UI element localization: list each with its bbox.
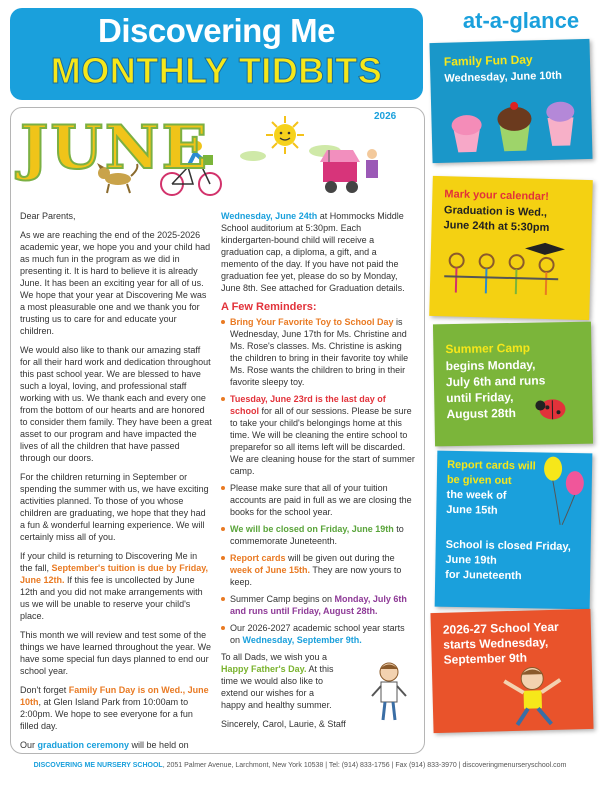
footer-address: , 2051 Palmer Avenue, Larchmont, New York 10538 <box>162 762 324 769</box>
card-heading: Summer Camp <box>445 340 531 357</box>
card-heading: 2026-27 School Year <box>442 619 559 637</box>
card-heading: Family Fun Day <box>443 52 533 69</box>
card-report-cards <box>435 451 593 610</box>
card-text: for Juneteenth <box>445 568 522 583</box>
letter-paragraph: We would also like to thank our amazing staff for all their hard work and dedication throughout this past school year. We are blessed to have such a loyal, loving, and professional staff working with us. We thank each and every one from the bottom of our hearts and are honored to consider them family. They have been a great asset to our program and have impacted the lives of all the children that have passed through our doors. <box>20 345 212 463</box>
newsletter-header <box>10 8 423 100</box>
balloons-icon <box>536 454 591 529</box>
card-school-year <box>430 609 593 733</box>
card-text: June 15th <box>446 503 498 517</box>
card-text: starts Wednesday, <box>443 635 549 652</box>
card-heading: be given out <box>446 473 512 487</box>
ice-cream-cart-icon <box>320 149 378 193</box>
header-subtitle: MONTHLY TIDBITS <box>50 50 383 91</box>
fun-day-paragraph: Don't forget Family Fun Day is on Wed., June 10th, at Glen Island Park from 10:00am to 2:00pm. We hope to see everyone for a fun filled day. <box>20 685 209 731</box>
letter-column-left <box>20 210 212 758</box>
card-text: September 9th <box>443 650 528 667</box>
list-item: Please make sure that all of your tuition accounts are paid in full as we are closing the books for the school year. <box>221 482 415 518</box>
card-text: Graduation is Wed., <box>443 204 548 219</box>
jumping-child-icon <box>496 664 568 730</box>
card-text: begins Monday, <box>445 357 536 374</box>
list-item: Our 2026-2027 academic school year starts on Wednesday, September 9th. <box>221 622 415 646</box>
at-a-glance-title: at-a-glance <box>462 8 580 33</box>
card-text: until Friday, <box>446 389 514 406</box>
card-text: School is closed Friday, <box>445 538 571 554</box>
graduation-paragraph-start: Our graduation ceremony will be held on <box>20 740 189 750</box>
letter-column-right <box>221 210 415 730</box>
year-label: 2026 <box>374 111 397 122</box>
signoff: Sincerely, Carol, Laurie, & Staff <box>221 719 346 729</box>
card-graduation <box>429 176 593 320</box>
ladybug-icon <box>532 392 573 423</box>
boy-icon <box>369 660 409 724</box>
footer: DISCOVERING ME NURSERY SCHOOL, 2051 Palmer Avenue, Larchmont, New York 10538 | Tel: (914) 833-1756 | Fax (914) 833-3970 | discoveringmenurseryschool.com <box>33 762 567 769</box>
card-family-fun-day <box>429 39 592 163</box>
month-heading: JUNE <box>20 113 210 183</box>
card-text: Wednesday, June 10th <box>444 69 563 85</box>
footer-fax: Fax (914) 833-3970 <box>395 762 457 769</box>
letter-paragraph: This month we will review and test some of the things we have learned throughout the year. We have some special fun days planned to end our school year. <box>20 630 211 676</box>
sun-icon <box>266 116 304 154</box>
header-title: Discovering Me <box>98 12 335 49</box>
footer-tel: Tel: (914) 833-1756 <box>328 762 390 769</box>
card-heading: Mark your calendar! <box>444 188 550 203</box>
list-item: Report cards will be given out during the week of June 15th. They are now yours to keep. <box>221 552 415 588</box>
list-item: We will be closed on Friday, June 19th to commemorate Juneteenth. <box>221 523 415 547</box>
card-text: July 6th and runs <box>445 373 546 390</box>
graduation-paragraph: Wednesday, June 24th at Hommocks Middle School auditorium at 5:30pm. Each kindergarten-bound child will receive a graduation cap, a diploma, a gift, and a memento of the day. If you have not paid the graduation fee yet, please do so by Monday, June 8th. See attached for Graduation details. <box>221 211 405 293</box>
footer-website: discoveringmenurseryschool.com <box>462 762 567 769</box>
card-text: August 28th <box>446 405 516 422</box>
footer-school-name: DISCOVERING ME NURSERY SCHOOL <box>33 762 163 769</box>
card-summer-camp <box>433 322 593 447</box>
tuition-paragraph: If your child is returning to Discovering Me in the fall, September's tuition is due by Friday, June 12th. If this fee is uncollected by June 12th and you did not make arrangements with us we will be unable to reserve your child's place. <box>20 551 209 621</box>
graduates-icon <box>439 236 581 316</box>
reminders-list <box>221 316 415 646</box>
reminders-heading: A Few Reminders: <box>221 301 317 313</box>
cupcakes-icon <box>445 87 587 157</box>
card-text: the week of <box>446 488 507 502</box>
list-item: Bring Your Favorite Toy to School Day is Wednesday, June 17th for Ms. Christine and Ms. Rose's classes. Ms. Christine is asking the children to bring in their favorite toy while Ms. Rose wants the children to bring in their favorite sleepy toy. <box>221 316 415 388</box>
card-heading: Report cards will <box>447 458 536 473</box>
list-item: Summer Camp begins on Monday, July 6th and runs until Friday, August 28th. <box>221 593 415 617</box>
letter-greeting: Dear Parents, <box>20 211 76 221</box>
list-item: Tuesday, June 23rd is the last day of school for all of our sessions. Please be sure to take your child's belongings home at this time. We will be cleaning the entire school to preparefor so all items left will be discarded. We are cleaning house for the start of summer camp. <box>221 393 415 477</box>
fathers-day-paragraph: To all Dads, we wish you a Happy Father's Day. At this time we would also like to extend our wishes for a happy and healthy summer. <box>221 652 334 710</box>
closing-block <box>221 651 341 711</box>
letter-paragraph: As we are reaching the end of the 2025-2026 academic year, we hope you and your child had as much fun in the program as we did in presenting it. It is hard to believe it is already June. It has been an exciting year for all of us. We hope that your year at Discovering Me was a most pleasurable one and we thank you for trusting us to care for and educate your children. <box>20 230 211 336</box>
card-text: June 24th at 5:30pm <box>443 219 550 234</box>
letter-paragraph: For the children returning in September or spending the summer with us, we have exciting activities planned. To those of you whose children are graduating, we hope that they had a fun & wonderful learning experience. We will certainly miss all of you. <box>20 472 209 542</box>
card-text: June 19th <box>445 553 497 567</box>
